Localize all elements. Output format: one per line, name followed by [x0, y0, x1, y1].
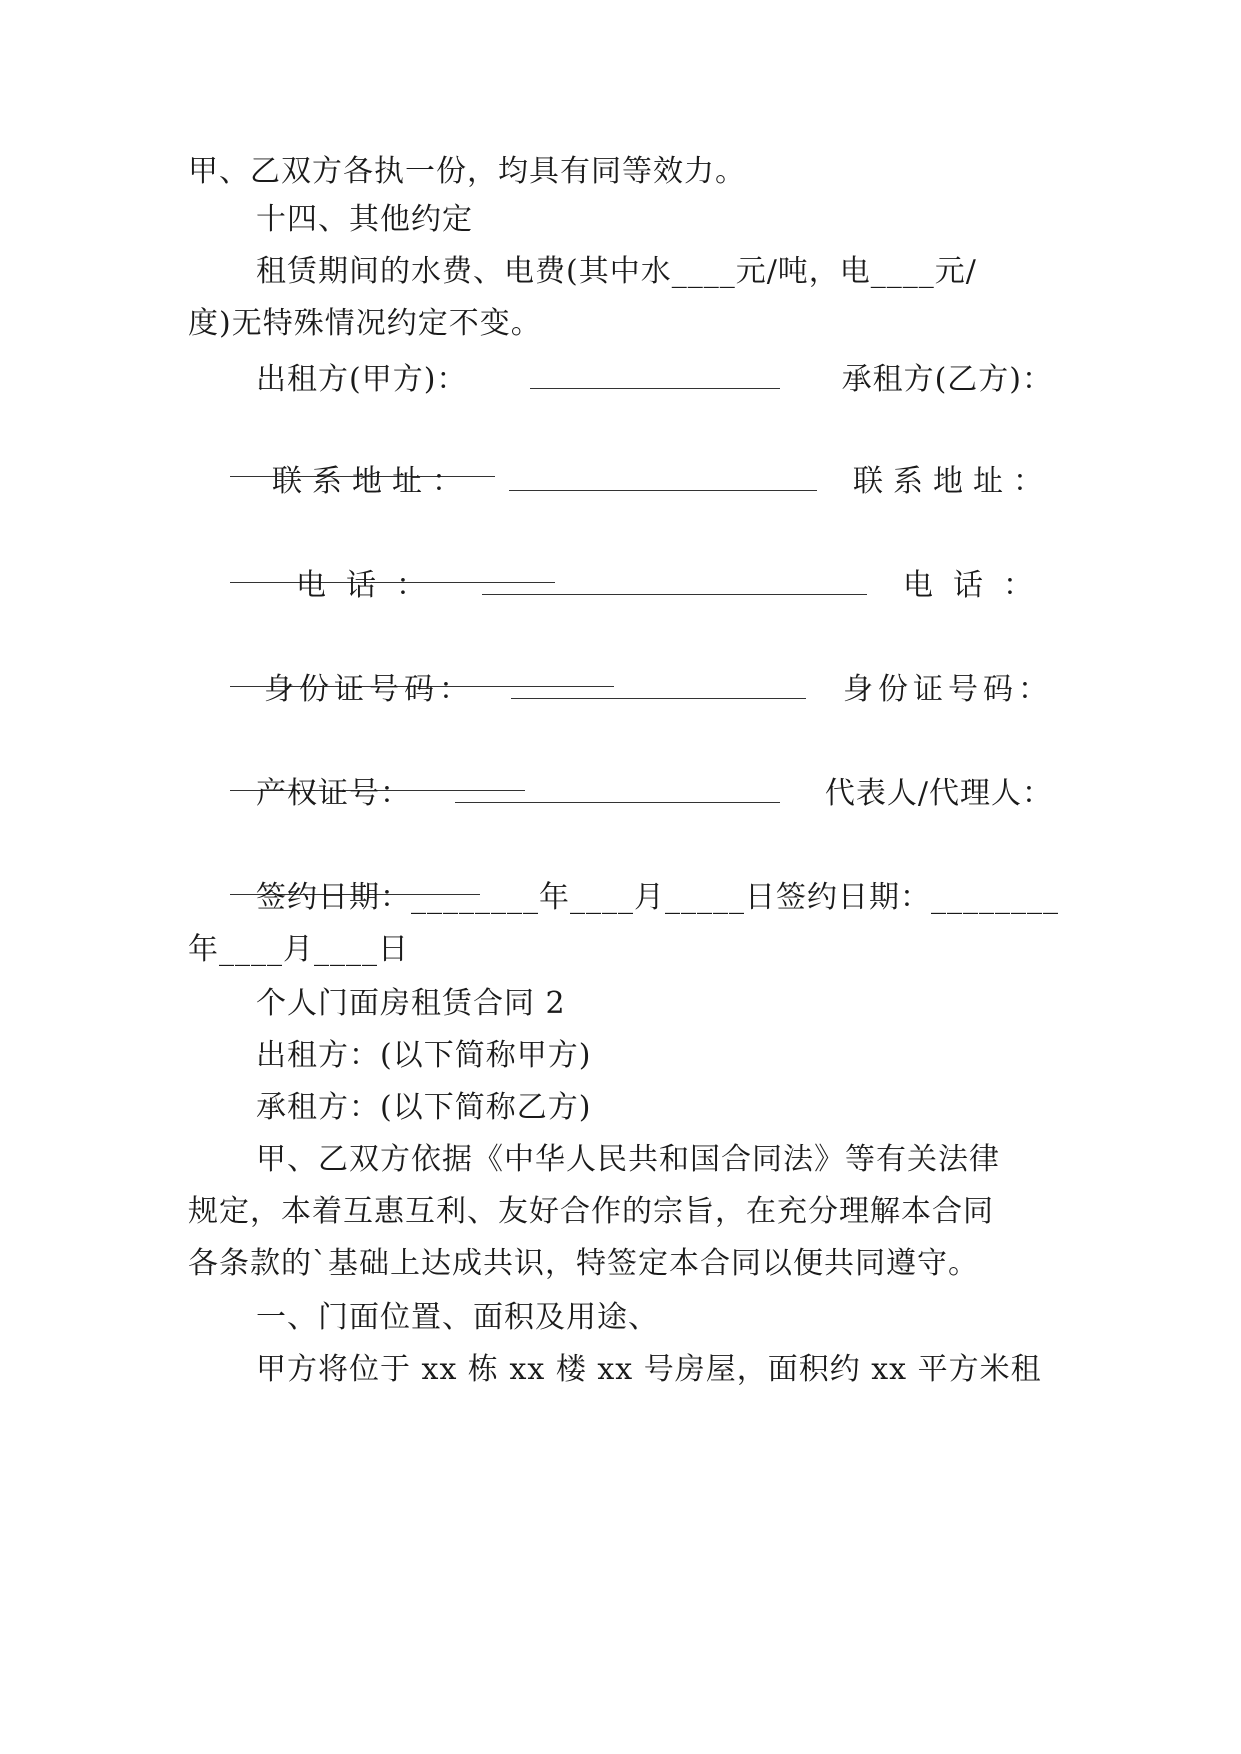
- section-heading: 十四、其他约定: [256, 202, 473, 237]
- lessee-intro: 承租方：(以下简称乙方): [256, 1090, 592, 1125]
- lessor-blank: [530, 358, 780, 389]
- signature-row-address: [272, 460, 1053, 504]
- sign-date-line: 签约日期：________年____月_____日签约日期：________: [256, 880, 1059, 915]
- contract-title: 个人门面房租赁合同 2: [256, 986, 566, 1021]
- section-heading: 一、门面位置、面积及用途、: [256, 1300, 659, 1335]
- lessor-intro: 出租方：(以下简称甲方): [256, 1038, 592, 1073]
- lessor-address-label: 联系地址：: [272, 464, 472, 499]
- lessee-address-label: 联系地址：: [853, 464, 1053, 499]
- text-line: 甲方将位于 xx 栋 xx 楼 xx 号房屋，面积约 xx 平方米租: [256, 1352, 1042, 1387]
- lessor-label: 出租方(甲方)：: [256, 362, 468, 397]
- property-cert-label: 产权证号：: [256, 776, 411, 811]
- lessee-id-label: 身份证号码：: [843, 672, 1053, 707]
- signature-row-property: [256, 772, 1053, 816]
- text-line: 规定，本着互惠互利、友好合作的宗旨，在充分理解本合同: [188, 1194, 994, 1229]
- lessor-id-blank: [511, 668, 806, 699]
- text-line: 甲、乙双方依据《中华人民共和国合同法》等有关法律: [256, 1142, 1000, 1177]
- lessee-label: 承租方(乙方)：: [841, 362, 1053, 397]
- lessor-id-label: 身份证号码：: [264, 672, 474, 707]
- lessor-address-blank: [509, 460, 817, 491]
- lessor-phone-blank: [482, 564, 867, 595]
- text-line: 租赁期间的水费、电费(其中水____元/吨，电____元/: [256, 254, 977, 289]
- signature-row-id: [264, 668, 1053, 712]
- signature-row-lessor: [256, 358, 1053, 402]
- text-line: 甲、乙双方各执一份，均具有同等效力。: [188, 154, 746, 189]
- property-cert-blank: [455, 772, 780, 803]
- lessor-phone-label: 电话：: [296, 568, 446, 603]
- sign-date-line-cont: 年____月____日: [188, 932, 409, 967]
- signature-row-phone: [296, 564, 1053, 608]
- text-line: 度)无特殊情况约定不变。: [188, 306, 542, 341]
- text-line: 各条款的`基础上达成共识，特签定本合同以便共同遵守。: [188, 1246, 979, 1281]
- agent-label: 代表人/代理人：: [824, 776, 1053, 811]
- lessee-phone-label: 电话：: [903, 568, 1053, 603]
